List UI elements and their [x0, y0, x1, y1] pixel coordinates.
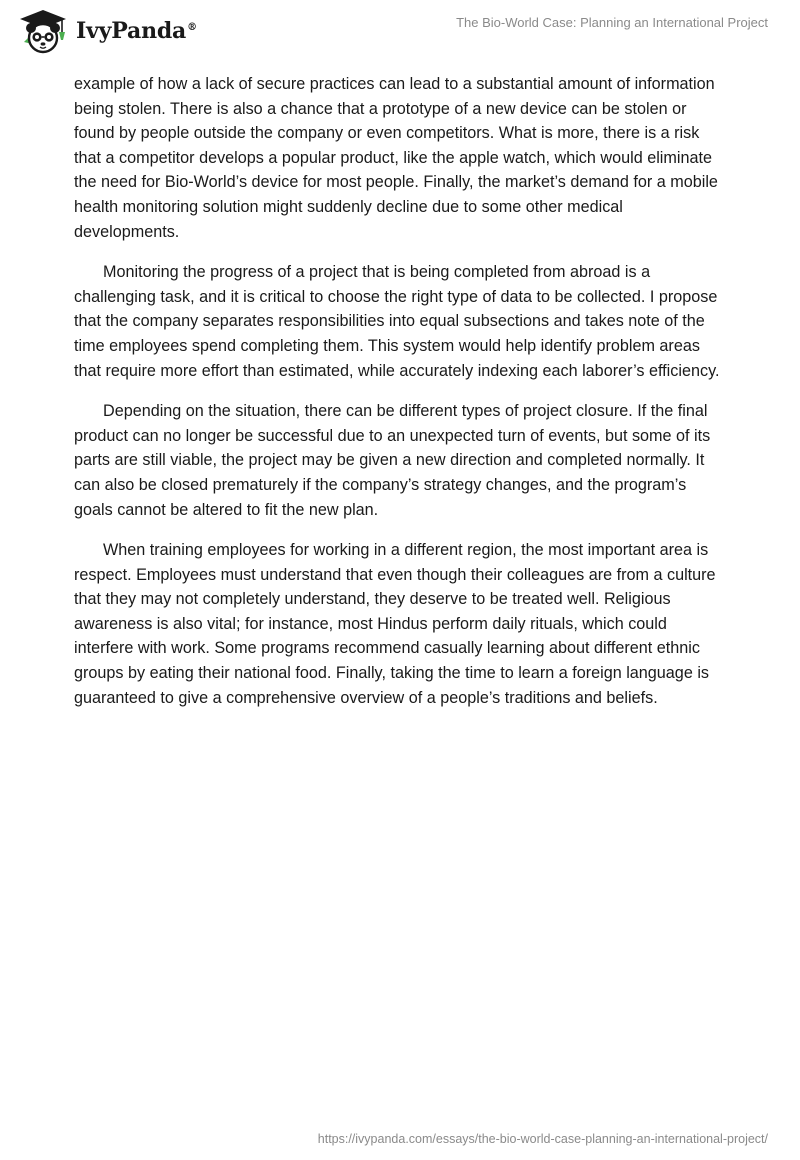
- document-title: The Bio-World Case: Planning an International Project: [456, 15, 768, 30]
- source-url[interactable]: https://ivypanda.com/essays/the-bio-world-case-planning-an-international-project/: [317, 1132, 768, 1146]
- paragraph-monitoring: Monitoring the progress of a project that is being completed from abroad is a challenging task, and it is critical to choose the right type of data to be collected. I propose that the company separates responsibilities into equal subsections and takes note of the time employees spend completing them. This system would help identify problem areas that require more effort than estimated, while accurately indexing each laborer’s efficiency.: [74, 263, 720, 380]
- page-header: [0, 0, 800, 62]
- paragraph-risks: example of how a lack of secure practices can lead to a substantial amount of information being stolen. There is also a chance that a prototype of a new device can be stolen or found by people outside the company or even competitors. What is more, there is a risk that a competitor develops a popular product, like the apple watch, which would eliminate the need for Bio-World’s device for most people. Finally, the market’s demand for a mobile health monitoring solution might suddenly decline due to some other medical developments.: [74, 75, 718, 241]
- logo-wordmark: IvyPanda®: [76, 18, 197, 44]
- paragraph-training: When training employees for working in a different region, the most important area is respect. Employees must understand that even though their colleagues are from a culture that they may not completely understand, they deserve to be treated well. Religious awareness is also vital; for instance, most Hindus perform daily rituals, which could interfere with work. Some programs recommend casually learning about different ethnic groups by eating their national food. Finally, taking the time to learn a foreign language is guaranteed to give a comprehensive overview of a people’s traditions and beliefs.: [74, 541, 716, 707]
- essay-body: [74, 72, 729, 726]
- paragraph-closure: Depending on the situation, there can be different types of project closure. If the final product can no longer be successful due to an unexpected turn of events, but some of its parts are still viable, the project may be given a new direction and completed normally. It can also be closed prematurely if the company’s strategy changes, and the program’s goals cannot be altered to fit the new plan.: [74, 402, 711, 519]
- panda-graduate-icon: [16, 8, 70, 54]
- ivypanda-logo[interactable]: [16, 8, 197, 54]
